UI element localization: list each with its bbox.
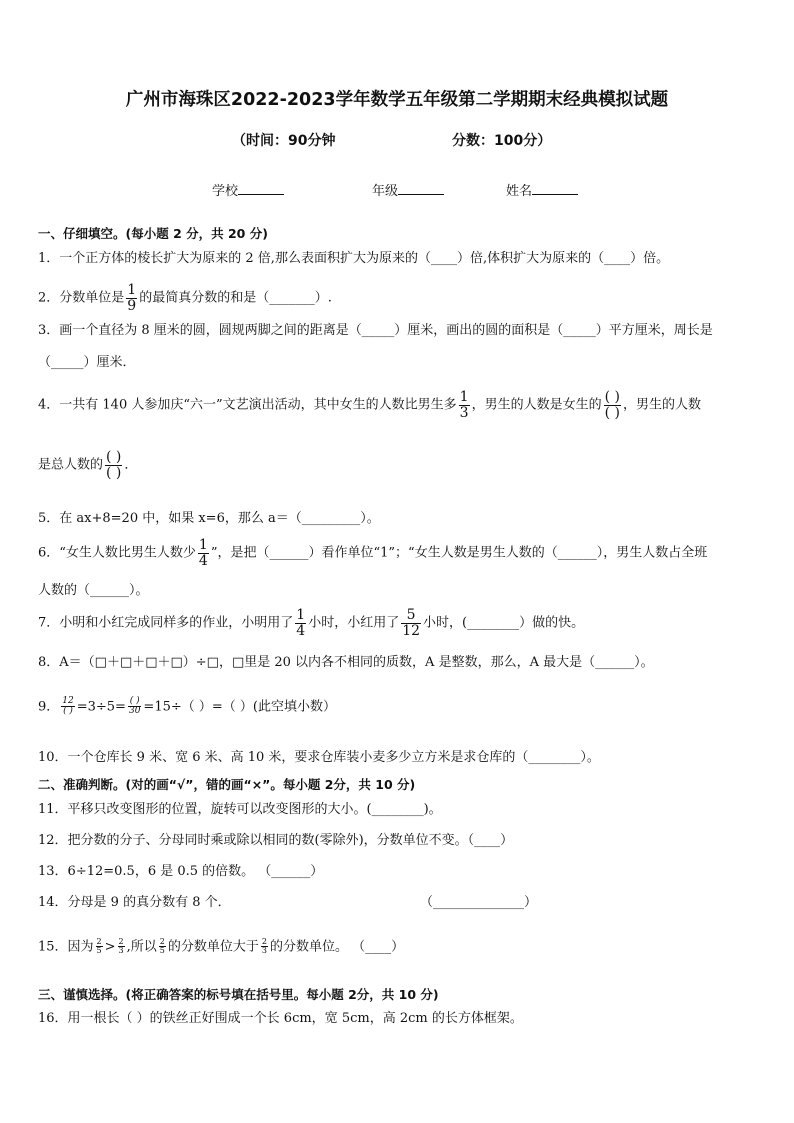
question-14-text: 14．分母是 9 的真分数有 8 个． [38, 895, 231, 910]
q15-fraction-1-num: 2 [96, 937, 102, 946]
q4-blank-den-1: ( ) [604, 404, 620, 421]
q6-fraction [198, 538, 209, 568]
question-15 [38, 938, 404, 956]
q15-fraction-4 [261, 938, 268, 956]
question-2 [38, 283, 332, 313]
question-11: 11．平移只改变图形的位置，旋转可以改变图形的大小。(________)。 [38, 802, 442, 817]
q7-fraction-2-num: 5 [406, 607, 416, 623]
q4-fraction-num: 1 [459, 389, 469, 405]
question-13: 13．6÷12=0.5，6 是 0.5 的倍数。 （______） [38, 864, 324, 879]
q4-blank-fraction-2[interactable] [105, 450, 122, 480]
q7-fraction-2-den: 12 [402, 622, 421, 639]
q9-fraction-2-den: 30 [128, 706, 141, 717]
q7-fraction-1 [295, 608, 306, 638]
q2-fraction [126, 283, 137, 313]
exam-score: 分数：100分） [452, 133, 552, 149]
q15-fraction-3-num: 2 [159, 937, 165, 946]
q9-text-b: =3÷5= [76, 699, 126, 715]
q9-fraction-2 [128, 697, 141, 717]
grade-label: 年级 [372, 184, 399, 199]
q15-text-b: ,所以 [126, 939, 157, 955]
page-title: 广州市海珠区2022-2023学年数学五年级第二学期期末经典模拟试题 [125, 90, 669, 110]
q4-text-c: ，男生的人数 [622, 397, 701, 413]
name-label: 姓名 [506, 184, 533, 199]
q4-blank-num-2: ( ) [106, 449, 122, 465]
q15-fraction-2-num: 2 [118, 937, 124, 946]
q4-blank-den-2: ( ) [106, 464, 122, 481]
q4-text-a: 4．一共有 140 人参加庆“六一”文艺演出活动，其中女生的人数比男生多 [38, 397, 457, 413]
q7-fraction-2 [401, 608, 421, 638]
question-16: 16．用一根长（ ）的铁丝正好围成一个长 6cm，宽 5cm，高 2cm 的长方体框架。 [38, 1011, 523, 1026]
question-10: 10．一个仓库长 9 米、宽 6 米、高 10 米，要求仓库装小麦多少立方米是求仓库的（________）。 [38, 750, 600, 765]
q7-text-c: 小时，(________）做的快。 [423, 615, 585, 631]
question-14-answer-blank[interactable]: （______________） [420, 895, 538, 910]
grade-field [372, 180, 444, 199]
exam-time: （时间：90分钟 [232, 133, 336, 149]
school-blank[interactable] [238, 182, 284, 195]
question-1: 1．一个正方体的棱长扩大为原来的 2 倍,那么表面积扩大为原来的（____）倍,体积扩大为原来的（____）倍。 [38, 251, 670, 266]
q15-fraction-3 [159, 938, 166, 956]
q7-text-b: 小时，小红用了 [308, 615, 400, 631]
q15-text-d: 的分数单位。 （____） [269, 939, 405, 955]
section-3-heading: 三、谨慎选择。(将正确答案的标号填在括号里。每小题 2分，共 10 分) [38, 987, 439, 1002]
q6-fraction-den: 4 [198, 552, 208, 569]
q15-fraction-2-den: 3 [118, 946, 124, 956]
question-6-line-2: 人数的（______）。 [38, 583, 149, 598]
question-9 [38, 697, 336, 717]
q2-text-a: 2．分数单位是 [38, 290, 125, 306]
q4-blank-num-1: ( ) [604, 389, 620, 405]
q4-text-b: ，男生的人数是女生的 [471, 397, 602, 413]
q2-fraction-num: 1 [127, 282, 137, 298]
q4-blank-fraction-1[interactable] [604, 390, 621, 420]
q9-fraction-2-num: ( ) [129, 696, 140, 706]
q6-text-a: 6．“女生人数比男生人数少 [38, 545, 196, 561]
question-12: 12．把分数的分子、分母同时乘或除以相同的数(零除外)，分数单位不变。（____） [38, 833, 514, 848]
section-1-heading: 一、仔细填空。(每小题 2 分，共 20 分) [38, 226, 268, 241]
q2-fraction-den: 9 [127, 297, 137, 314]
q7-fraction-1-den: 4 [296, 622, 306, 639]
q15-fraction-1 [96, 938, 103, 956]
q15-text-c: 的分数单位大于 [167, 939, 259, 955]
q15-fraction-1-den: 5 [96, 946, 102, 956]
q9-fraction-1-num: 12 [62, 696, 74, 706]
q7-text-a: 7．小明和小红完成同样多的作业，小明用了 [38, 615, 294, 631]
q7-fraction-1-num: 1 [296, 607, 306, 623]
question-6-line-1 [38, 538, 707, 568]
question-5: 5．在 ax+8=20 中，如果 x=6，那么 a＝（_________）。 [38, 511, 380, 526]
q6-text-b: ”，是把（______）看作单位“1”；“女生人数是男生人数的（______），男生人数占全班 [210, 545, 708, 561]
q9-text-a: 9． [38, 699, 60, 715]
q15-gt: > [104, 939, 116, 955]
q4-fraction [459, 390, 470, 420]
q6-fraction-num: 1 [198, 537, 208, 553]
q15-fraction-2 [118, 938, 125, 956]
question-3-line-2: （_____）厘米． [38, 355, 136, 370]
name-blank[interactable] [532, 182, 578, 195]
school-label: 学校 [212, 184, 239, 199]
q4-fraction-den: 3 [459, 404, 469, 421]
name-field [506, 180, 578, 199]
q9-fraction-1-den: ( ) [63, 706, 73, 717]
section-2-heading: 二、准确判断。(对的画“√”，错的画“×”。每小题 2分，共 10 分) [38, 777, 416, 792]
q4-text-e: ． [124, 457, 138, 473]
question-4-line-2 [38, 450, 137, 480]
question-7 [38, 608, 584, 638]
q15-fraction-4-den: 3 [261, 946, 267, 956]
q15-text-a: 15．因为 [38, 939, 94, 955]
q9-text-c: =15÷（ ）=（ ）(此空填小数） [143, 699, 336, 715]
school-field [212, 180, 284, 199]
question-3-line-1: 3．画一个直径为 8 厘米的圆，圆规两脚之间的距离是（_____）厘米，画出的圆的面积是（_____）平方厘米，周长是 [38, 323, 713, 338]
q4-text-d: 是总人数的 [38, 457, 104, 473]
question-8: 8．A＝（□＋□＋□＋□）÷□，□里是 20 以内各不相同的质数，A 是整数，那么，A 最大是（______）。 [38, 655, 654, 670]
q9-fraction-1 [61, 697, 74, 717]
q2-text-b: 的最简真分数的和是（_______）. [139, 290, 332, 306]
grade-blank[interactable] [398, 182, 444, 195]
q15-fraction-4-num: 2 [261, 937, 267, 946]
q15-fraction-3-den: 5 [159, 946, 165, 956]
question-4-line-1 [38, 390, 701, 420]
